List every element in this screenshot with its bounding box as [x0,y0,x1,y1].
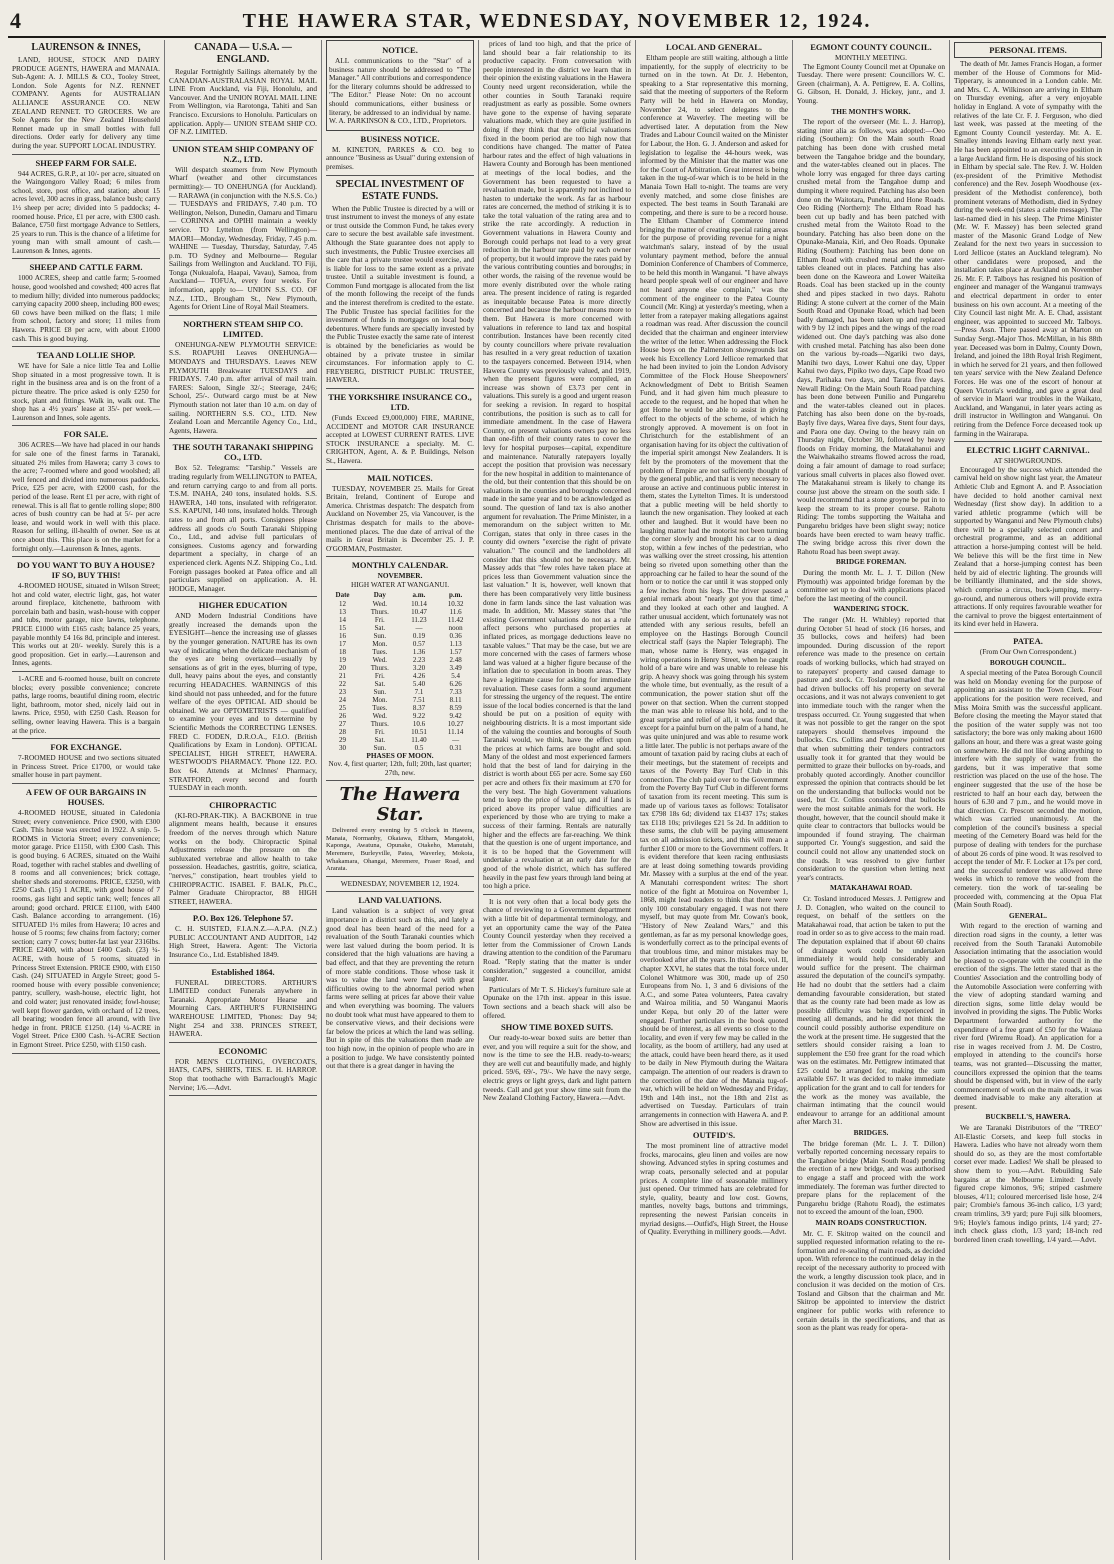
table-row [326,648,474,656]
table-cell: 7.51 [412,695,426,704]
months-work-heading: THE MONTH'S WORK. [831,106,911,116]
electric-carnival-sub: AT SHOWGROUNDS. [993,456,1063,466]
table-row [326,736,474,744]
table-cell: Mon. [372,639,388,648]
table-cell: Tues. [372,647,388,656]
divider [326,556,474,557]
table-cell: 4.26 [412,671,426,680]
ad-heading: TEA AND LOLLIE SHOP. [36,350,136,361]
divider [326,876,474,877]
ad-heading: FOR EXCHANGE. [50,742,122,753]
show-suits-body: Our ready-to-wear boxed suits are better than ever, and you will require a suit for the show, and now is the time to see the H.B. ready-to-wears; they are well cut and beautifully made, and highly priced. 59/6, 69/-, 79/-. We have the navy serge, electric greys or light greys, dark and light pattern tweeds. Call and get your show time suit from the New Zealand Clothing Factory, Hawera.—Advt. [483,1033,631,1103]
table-cell: Sun. [373,631,387,640]
table-cell: Fri. [374,615,385,624]
wandering-stock-heading: WANDERING STOCK. [833,604,909,614]
columns [8,40,1106,1560]
divider [12,1053,160,1054]
table-cell: 1.57 [449,647,462,656]
table-row [326,696,474,704]
ad-body: FOR MEN'S CLOTHING, OVERCOATS, HATS, CAPS, SHIRTS, TIES. E. H. HARROP. Stop that toothache with Barraclough's Magic Nervine; 1/6.—Advt. [169,1056,317,1092]
table-cell: 24 [339,695,347,704]
table-cell: 10.51 [411,727,427,736]
notice-body: ALL communications to the "Star" of a business nature should be addressed to "The Manager." All contributions and correspondence for the literary columns should be addressed to "The Editor." Please Note: On no account should communications, either business or literary, be addressed to an individual by name. W. A. PARKINSON & CO., LTD., Proprietors. [329,56,471,126]
table-cell: 11.40 [411,735,427,744]
brief-item: It is not very often that a local body gets the chance of reviewing to a Government department with a little bit of departmental terminology, and yet an opportunity came the way of the Patea County Council yesterday when they received a letter from the Commissioner of Crown Lands drawing attention to the condition of the Parumaru Road. "Reply stating that the matter is under consideration," suggested a councillor, amidst laughter. [483,896,631,984]
divider [326,469,474,470]
table-cell: 22 [339,679,347,688]
tide-column-header: Day [373,590,386,599]
table-row [326,600,474,608]
divider [483,894,631,895]
table-cell: 7.33 [449,687,462,696]
ad-body: 944 ACRES, G.R.P., at 10/- per acre, situated on the Waingongoro Valley Road; 6 miles from school, store, post office, and station; about 15 acres level, 300 acres in grass, balance bush; carry 1½ sheep per acre; divided into 5 paddocks; 4-roomed house. Price, £1 per acre, with £300 cash. Balance, £750 first mortgage Advance to Settlers, 25 years to run. This is the chance of a lifetime for young man with small amount of cash.—Laurenson & Innes, agents. [12,168,160,255]
table-cell: 9.22 [412,711,426,720]
general-body: With regard to the erection of warning and direction road signs in the county, a letter was received from the South Taranaki Automobile Association intimating that the association would be pleased to co-operate with the council in the erection of the signs. The letter stated that as the Counties' Association and the controlling body of the Automobile Association were conferring with the view of adopting standard warning and direction signs, some little delay would be involved in providing the signs. The Public Works Department forwarded authority for the expenditure of a free grant of £50 for the Waiaua river ford (Wiremu Road). An application for a rise in wages received from J. M. De Costro, employed in attending to the council's horse teams, was not granted—Discussing the matter, councillors expressed the opinion that the teams should be dispensed with, but in view of the early commencement of work on the main roads, it was deemed inadvisable to make any alteration at present. [954,921,1102,1111]
patea-sub: (From Our Own Correspondent.) [979,647,1077,656]
table-row [326,608,474,616]
table-cell: 3.49 [449,663,462,672]
table-cell: 9.42 [449,711,462,720]
divider [169,909,317,910]
tide-column-header: a.m. [412,590,426,599]
divider [12,738,160,739]
months-work-body: The report of the overseer (Mr. L. J. Harrop), stating inter alia as follows, was adopted:—Oeo riding (Southern): On the Main south Road patching has been done with crushed metal between the Tangahoe bridge and the boundary, and the water-tables cleaned out in places. The whole lorry was engaged for three days carting crushed metal from the Tangahoe dump and dumping it where required. Patching has also been done on the Waitotara, Punehu, and Hone Roads. Oeo Riding (Northern): The Eltham Road has been cut up badly and has been patched with crushed metal from the Waitoto Road to the boundary. Patching has also been done on the Opunake-Manaia, Kiri, and Oeo Roads. Opunake Riding (Southern): Patching has been done on Eltham Road with crushed metal and the water-tables cleaned out in places. Patching has also been done on the Kaweora and Lower Waiteika Roads. Coal has been stacked up in the county shed and pipes stacked in two days. Rahotu Riding: A stone culvert at the corner of the Main South Road and Opunake Road, which had been badly damaged, has been taken up and replaced with 9 by 12 inch pipes and the wings of the road widened out. One day's patching was also done with crushed metal. Patching has also been done on the various by-roads—Ngariki two days, Manihi two days, Lower Kahui one day, Upper Kahui two days, Pipiko two days, Cape Road two days, Parihaka two days, and Tarata five days. Newall Riding: On the Main South Road patching has been done between Punilio and Pungarehu and the water-tables cleaned out in places. Patching has also been done on the by-roads, Bayly five days, Warea five days, Stent four days, and Paora one day. Owing to the heavy rain on Thursday night, October 30, followed by heavy floods on Friday morning, the Matakahanui and the Waiwhakaiho streams flowed across the road, doing a fair amount of damage to road surface; various small culverts in places also flowed over. The Matakahanui stream is likely to change its course just above the stream on the south side. I would recommend that a stone groyne be put in to keep the stream to its proper course. Rahotu Riding: The tombs supporting the Waitaha and Pungarehu bridges have been slight sway; notice boards have been erected to warn heavy traffic. The swing bridge across this river down the Rahotu Road has been swept away. [797,117,945,556]
column-3-notices [322,40,479,1560]
calendar-heading: MONTHLY CALENDAR. [351,560,449,571]
ad-body: Box 52. Telegrams: "Tarship." Vessels are trading regularly from WELLINGTON to PATEA, and return carrying cargo to and from all ports. T.S.M. INAHA, 240 tons, insulated holds. S.S. HAWERA, 140 tons, insulated with refrigerator. S.S. KAPUNI, 140 tons, insulated holds. Through rates to and from all ports. Consignees please address all goods c/o South Taranaki Shipping Co., Ltd., and advise full particulars of consignees. Customs agency and forwarding department a specialty, in charge of an experienced clerk. Agents N.Z. Shipping Co., Ltd. Foreign passages booked at Patea office and all particulars supplied on application. A. H. HODGE, Manager. [169,463,317,593]
calendar-month: NOVEMBER. [377,571,423,581]
buckbell-body: We are Taranaki Distributors of the "TREO" All-Elastic Corsets, and keep full stocks in Hawera. Ladies who have not already worn them should do so, as they are the most comfortable corset ever made. Ladies! We shall be pleased to show them to you.—Advt. Rebuilding Sale bargains at the Melbourne Limited: Lovely figured crepe kimonos, 9/6; striped cashmere blouses, 4/11; coloured mercerised lisle hose, 2/4 pair; Crombie's famous 36-inch calico, 1/3 yard; cream trimlins, 3/9 yard; pure Fuji silk bloomers, 9/6; Hoyle's famous indigo prints, 1/4 yard; 27-inch check glass cloth, 1/3 yard; 18-inch red bordered linen crash towelling, 1/4 yard.—Advt. [954,1123,1102,1244]
ad-body: Will despatch steamers from New Plymouth Wharf (weather and other circumstances permitting):— TO ONEHUNGA (for Auckland).— RARAWA (in conjunction with the N.S.S. Co.)— TUESDAYS and FRIDAYS, 7.40 p.m. TO Wellington, Nelson, Dunedin, Oamaru and Timaru— CORINNA and OPIHI maintain a weekly service. TO Lyttelton (from Wellington)— MAORI—Monday, Wednesday, Friday, 7.45 p.m. WAHINE — Tuesday, Thursday, Saturday, 7.45 p.m. TO Sydney and Melbourne— Regular Sailings from Wellington and Auckland. TO Fiji, Tonga (Nukualofa, Haapai, Vavau), Samoa, from Auckland— TOFUA, every four weeks. For information, apply to— UNION S.S. CO. OF N.Z., LTD., Brougham St., New Plymouth, Agents for Orient Line of Royal Mail Steamers. [169,164,317,312]
table-row [326,680,474,688]
table-cell: 23 [339,687,347,696]
table-cell: Fri. [374,671,385,680]
divider [169,1042,317,1043]
divider [169,140,317,141]
table-cell: Sun. [373,687,387,696]
table-cell: Sat. [374,623,386,632]
tide-column-header: Date [335,590,350,599]
divider [12,258,160,259]
table-cell: 13 [339,607,347,616]
business-notice-heading: BUSINESS NOTICE. [360,133,440,144]
table-row [326,624,474,632]
brief-item: Particulars of Mr T. S. Hickey's furniture sale at Opunake on the 17th inst. appear in this issue. Town sections and a beach shack will also be offered. [483,984,631,1020]
table-cell: Thurs. [370,607,389,616]
column-4-editorial [479,40,636,1560]
table-cell: Mon. [372,695,388,704]
tide-heading: HIGH WATER AT WANGANUI. [350,579,450,589]
table-row [326,632,474,640]
ad-heading: NORTHERN STEAM SHIP CO. LIMITED. [183,318,303,339]
table-cell: Thurs. [370,719,389,728]
table-cell: 8.59 [449,703,462,712]
special-investment-body: When the Public Trustee is directed by a will or trust instrument to invest the moneys of any estate or trust outside the Common Fund, he takes every care to secure the best available safe investment. Although the State guarantee does not apply to such investments, the Public Trustee exercises all the care that a private trustee would exercise, and is liable for loss to the same extent as a private trustee. Until a suitable investment is found, a Common Fund mortgage is allocated from the list of the month following the receipt of the funds and the interest therefrom is credited to the estate. The Public Trustee has special facilities for the investment of funds in mortgages on local body debentures. Where funds are specially invested by the Public Trustee exactly the same rate of interest is obtained by the beneficiaries as would be obtained by a private trustee in similar circumstances. For information apply to C. FREYBERG, DISTRICT PUBLIC TRUSTEE, HAWERA. [326,203,474,385]
electric-carnival-heading: ELECTRIC LIGHT CARNIVAL. [966,445,1090,456]
table-row [326,616,474,624]
table-row [326,712,474,720]
table-cell: 5.40 [412,679,426,688]
egmont-subheading: MONTHLY MEETING. [835,53,907,62]
ad-body: 4-ROOMED HOUSE, situated in Wilson Street; hot and cold water, electric light, gas, hot water around fireplace, kitchenette, bathroom with porcelain bath and basin, wash-house with copper and tubs, motor garage, nice lawns, telephone. PRICE £1000 with £165 cash; balance 25 years, payable monthly £4 16s 8d, principle and interest. This works out at 20/- weekly. Surely this is a good proposition. Get in early.—Laurenson and Innes, agents. [12,581,160,668]
page-title: THE HAWERA STAR, WEDNESDAY, NOVEMBER 12, 1924. [242,10,872,32]
ad-heading: SHEEP FARM FOR SALE. [35,157,137,168]
ad-heading: DO YOU WANT TO BUY A HOUSE? IF SO, BUY THIS! [16,560,156,581]
ad-heading: CANADA — U.S.A. — ENGLAND. [194,42,292,65]
divider [326,891,474,892]
table-cell: 27 [339,719,347,728]
table-cell: 11.6 [449,607,462,616]
wandering-stock-body: The ranger (Mr. H. Whibley) reported that during October 51 head of stock (16 horses, and 35 bullocks, cows and heifers) had been impounded. During discussion of the report reference was made to the presence on certain roads of working bullocks, which had strayed on to ratepayers' property and caused damage to pasture and stock. Cr. Tosland remarked that he had driven bullocks off his property on several occasions, and it was not always convenient to get into immediate touch with the ranger when the trespass occurred. Cr. Young suggested that when it was not possible to get the ranger on the spot ratepayers should themselves impound the bullocks. Crs. Collins and Pettigrew pointed out that when submitting their tenders contractors usually took it for granted that they would be permitted to graze their bullocks on by-roads, and probably quoted accordingly. Another councillor expressed the opinion that contracts should be let on the understanding that bullocks would not be used, but Cr. Collins considered that bullocks were the most suitable animals for the work. He thought, however, that the council should make it quite clear to contractors that bullocks would be impounded if found straying. The chairman supported Cr. Young's suggestion, and said the council could not allow any unattended stock on the roads. It was resolved to give further consideration to the question when letting next year's contracts. [797,615,945,882]
table-cell: Tues. [372,703,388,712]
table-cell: 14 [339,615,347,624]
table-cell: 10.6 [412,719,426,728]
divider [12,154,160,155]
table-cell: 20 [339,663,347,672]
table-cell: 6.26 [449,679,462,688]
notice-box [326,40,474,131]
main-roads-body: Mr. C. F. Skitrop waited on the council and supplied requested information relating to the re-formation and re-sealing of main roads, as decided upon. With reference to the continued delay in the receipt of the necessary authority to proceed with the work, a lengthy discussion took place, and in conclusion it was decided on the motion of Crs. Tosland and Gibson that the chairman and Mr. Skitrop be appointed to interview the district engineer for public works with reference to certain details in the specifications, and that as soon as the plant was ready for opera- [797,1228,945,1333]
bridge-foreman-body: During the month Mr. L. J. T. Dillon (New Plymouth) was appointed bridge foreman by the committee set up to deal with applications placed before the last meeting of the council. [797,568,945,603]
table-row [326,688,474,696]
table-cell: 10.27 [447,719,464,728]
table-cell: 7.1 [414,687,424,696]
table-cell: Wed. [372,655,388,664]
yorkshire-body: (Funds Exceed £9,000,000) FIRE, MARINE, ACCIDENT and MOTOR CAR INSURANCE accepted at LOWEST CURRENT RATES. LIVE STOCK INSURANCE a specialty. M. C. CRIGHTON, Agent, A. & P. Buildings, Nelson St., Hawera. [326,413,474,465]
table-cell: 28 [339,727,347,736]
column-6-egmont-council [793,40,950,1560]
ad-heading: SHEEP AND CATTLE FARM. [29,262,143,273]
bridges-body: The bridge foreman (Mr. L. J. T. Dillon) verbally reported concerning necessary repairs to the Tangahoe bridge (Main South Road) pending the erection of a new bridge, and was authorised to engage a staff and proceed with the work immediately. The foreman was further directed to prepare plans for the replacement of the Pungarehu bridge (Rahotu Road), the estimates not to exceed the amount of the loan, £900. [797,1138,945,1217]
table-cell: 30 [339,743,347,752]
ad-heading: THE SOUTH TARANAKI SHIPPING CO., LTD. [172,442,314,463]
table-cell: 16 [339,631,347,640]
ad-heading: FOR SALE. [63,429,109,440]
mail-notices-body: TUESDAY, NOVEMBER 25. Mails for Great Britain, Ireland, Continent of Europe and America. Christmas despatch: The despatch from Auckland on November 25, via Vancouver, is the Christmas despatch for mails to the above-mentioned places. The due date of arrival of the mails in Great Britain is December 25. J. P. O'GORMAN, Postmaster. [326,483,474,553]
borough-council-heading: BOROUGH COUNCIL. [989,657,1067,667]
ad-body: LAND, HOUSE, STOCK AND DAIRY PRODUCE AGENTS, HAWERA and MANAIA. Sub-Agent: A. J. MILLS & CO., Tooley Street, London. Sole Agents for N.Z. RENNET COMPANY. Agents for AUSTRALIAN ALLIANCE ASSURANCE CO. NEW ZEALAND RENNET. TO GROCERS. We are Sole Agents for the New Zealand Household Rennet made up in small bottles with full directions. Order early for delivery any time during the year. SUPPORT LOCAL INDUSTRY. [12,55,160,150]
divider [954,632,1102,633]
land-valuations-heading: LAND VALUATIONS. [358,895,442,906]
table-cell: 5.4 [451,671,461,680]
tide-table [326,590,474,752]
divider [169,438,317,439]
table-cell: 3.20 [412,663,426,672]
table-cell: — [452,735,460,744]
column-2-shipping-ads [165,40,322,1560]
ad-body: ONEHUNGA-NEW PLYMOUTH SERVICE: S.S. ROAPUHI Leaves ONEHUNGA— MONDAYS and THURSDAYS. Leaves NEW PLYMOUTH Breakwater TUESDAYS and FRIDAYS. 7.40 p.m. after arrival of mail train. FARES: Saloon, Single 32/-; Steerage, 24/6; School, 25/-. Outward cargo must be at New Plymouth station not later than 10 a.m. on day of sailing. NORTHERN S.S. CO., LTD. New Zealand Loan and Mercantile Agency Co., Ltd., Agents, Hawera. [169,339,317,435]
ad-heading: UNION STEAM SHIP COMPANY OF N.Z., LTD. [172,143,314,164]
table-cell: 0.5 [414,743,424,752]
electric-carnival-body: Encouraged by the success which attended the carnival held on show night last year, the Amateur Athletic Club and Egmont A. and P. Association have decided to hold another carnival next Wednesday (first show day). In addition to a varied athletic programme (which will be supported by Wanganui and New Plymouth clubs) there will be a specially selected concert and orchestral programme, and as an additional attraction a horse-jumping contest will be held. We believe this will be the first time in New Zealand that a horse-jumping contest has been held by aid of electric lighting. The grounds will be brilliantly illuminated, and the side shows, which comprise a circus, buck-jumping, merry-go-round, and numerous others will provide extra attractions. If only requires favourable weather for the carnival to prove the biggest entertainment of its kind ever held in Hawera. [954,464,1102,629]
table-cell: 0.31 [449,743,462,752]
divider [169,596,317,597]
table-row [326,640,474,648]
divider [169,796,317,797]
column-7-personal-patea [950,40,1106,1560]
table-cell: 1.36 [412,647,426,656]
main-roads-heading: MAIN ROADS CONSTRUCTION. [815,1217,927,1227]
table-cell: 10.47 [411,607,427,616]
delivery-notice: Delivered every evening by 5 o'clock in Hawera, Manaia, Normanby, Okaiawa, Eltham, Mangatoki, Kaponga, Awatuna, Opunake, Otakeho, Manutahi, Meremere, Burleyville, Patea, Waverley, Mokoia, Whakamara, Ohangai, Meremere, Fraser Road, and Ararata. [326,827,474,873]
table-cell: 12 [339,599,347,608]
masthead [8,6,1106,38]
table-cell: 19 [339,655,347,664]
column-1-laurenson-ads [8,40,165,1560]
paper-nameplate: The Hawera Star. [339,784,461,826]
table-cell: 25 [339,703,347,712]
divider [169,963,317,964]
matakahawai-heading: MATAKAHAWAI ROAD. [829,883,913,893]
yorkshire-heading: THE YORKSHIRE INSURANCE CO., LTD. [328,392,472,412]
divider [954,441,1102,442]
ad-body: FUNERAL DIRECTORS. ARTHUR'S LIMITED conduct Funerals anywhere in Taranaki. Appropriate Motor Hearse and Mourning Cars. ARTHUR'S FURNISHING WAREHOUSE LIMITED, 'Phones: Day 94; Night 254 and 338. PRINCES STREET, HAWERA. [169,977,317,1039]
buckbell-heading: BUCKBELL'S, HAWERA. [985,1112,1071,1122]
local-general-body: Eltham people are still waiting, although a little impatiently, for the supply of electricity to be turned on in the town. At Dr. J. Hebenton, speaking to a Star representative this morning, said that the meeting of supporters of the Reform Party will be held in Hawera on Monday, November 24, to select delegates to the conference at Waverley. The meeting will be advertised later. A deputation from the New Trades and Labour Council waited on the Minister for Labour, the Hon. G. J. Anderson and asked for legislation to legalise the 44-hours week, was informed by the Minister that the matter was one for the Court of Arbitration. Great interest is being taken in the tug-of-war which is to be held in the Manaia Town Hall to-night. The teams are very evenly matched, and some close finishes are expected. The best teams in South Taranaki are competing, and there is sure to be a record house. The Eltham Chamber of Commerce intend bringing the matter of creating special rating areas for the purpose of providing revenue for a night watchman's salary, instead of by the usual voluntary payment method, before the annual Dominion Conference of Chambers of Commerce, to be held this month in Wanganui. "I have always heard people speak well of our engineer and have not heard anyone else complain," was the comment of the engineer to the Patea County Council (Mr. King) at yesterday's meeting, when a letter from a ratepayer making allegations against a roadman was read. After discussion the council decided that the chairman and engineer interview the writer of the letter. When addressing the Flock House boys on the Palmerston showgrounds last week his Excellency Lord Jellicoe remarked that he had been invited to join the London Advisory Committee of the Flock House Sheepowners' Acknowledgment of Debt to British Seamen Fund, and it had given him much pleasure to accede to the request, and he hoped that when he got Home he would be able to assist in giving effect to the objects of the scheme, of which he strongly approved. A movement is on foot in Christchurch for the establishment of an organisation having for its object the cultivation of the imperial spirit amongst New Zealanders. It is felt by the promoters of the movement that the problem of Empire are not sufficiently thought of by the general public, and that is very necessary to arouse an active and continuous public interest in them, states the Lyttelton Times. It is understood that a public meeting will be held shortly to launch the new organisation. They looked at each other and laughed. But it would have been no laughing matter had the motorist not been turning the corner slowly and brought his car to a dead stop, within a few inches of the pedestrian, who was walking over the street crossing, his attention being so riveted upon something other than the approaching car he failed to hear the sound of the horn or to notice the car until it was stopped only a few inches from his legs. The driver passed a genial remark about "nearly got you that time," and they looked at each other and laughed. A rather unusual accident, which fortunately was not attended with any serious results, befell an employee on the Hastings Borough Council electrical staff (says the Napier Telegraph). The man, whose name is Henry, was engaged in wiring operations in Henry Street, when he caught hold of a bare wire and was unable to release his grip. A heavy shock was going through his system the whole time, but eventually, as the result of a communication, the power station shut off the power on that section. When the current stopped the man was able to release his hold, and to the great surprise and relief of all, it was found that, except for a painful burn on the palm of a hand, he was quite uninjured and was able to resume work a little later. The public is not perhaps aware of the amount of taxation paid by racing clubs at each of their meetings, but the statement of receipts and taxes of the Poverty Bay Turf Club in this connection. The club paid over to the Government from the Poverty Bay Turf Club in different forms of taxation from its recent meeting. This sum is made up of various taxes as follows: Totalisator tax £798 18s 6d; dividend tax £1437 17s; stakes tax £118 10s; privileges £21 5s 2d. In addition to these sums, the club will be paying amusement tax on all admission tickets, and this will mean a further £100 or more to the Government coffers. It is evident therefore that keen racing enthusiasts are at least doing something towards providing Mr. Massey with a surplus at the end of the year. A Manutahi correspondent writes: The short notice of the fight at Motuiroa on November 1, 1868, might lead readers to think that there were only 100 constabulary engaged. I was not there myself, but may quote from Mr. Cowan's book, "History of New Zealand Wars," and this gentleman, as far as my personal knowledge goes, is wonderfully correct as to the principal events of that troublous time, and minor mistakes may be overlooked after all the years. In this book, vol. II, chapter XXVI, he states that the total force under Colonel Whitmore was 300, made up of 250 Europeans from No. 1, 3 and 6 divisions of the A.C., and some Patea volunteers, Patea cavalry and Wairoa militia, and 50 Wanganui Maoris under Kepa, but only 20 of the latter were engaged. Further particulars in the book quoted should be of interest, as all events so close to the locality, and even if very few may be called in the locality, as the boom of artillery, had any used at the attack, could have been heard there, as it used to be daily in New Plymouth during the Waitara campaign. The attention of our readers is drawn to the correction of the date of the Manaia tug-of-war, which will be held on Wednesday and Friday, 19th and 14th inst., not the 18th and 21st as advertised on Tuesday. Particulars of train arrangements in connection with Hawera A. and P. Show are advertised in this issue. [640,53,789,1128]
land-valuations-body: Land valuation is a subject of very great importance in a district such as this, and lately a good deal has been heard of the need for a revaluation of the South Taranaki counties which were last valued during the boom period. It is considered that the high valuations are having a bad effect, and that they are preventing the return of more stable conditions. Those whose task it was to value the land were faced with great difficulties owing to the abnormal period when farms were selling at prices far above their value and when everything was booming. The valuers no doubt took what must have appeared to them to be conservative views, and their decisions were far below the prices at which the land was selling. But in spite of this the valuations then made are too high now, in the opinion of people who are in a position to judge. We have consistently pointed out that there is a great danger in having the [326,906,474,1071]
local-general-heading: LOCAL AND GENERAL. [665,42,763,52]
table-cell: 2.48 [449,655,462,664]
table-cell: Sat. [374,735,386,744]
ad-body: (KI-RO-PRAK-TIK). A BACKBONE in true alignment means health, because it ensures freedom of the nerves through which Nature works on the body. Chiropractic Spinal Adjustments release the pressure on the subluxated vertebrae and allow health to take possession. Headaches, gastritis, goitre, sciatica, "nerves," constipation, heart troubles yield to CHIROPRACTIC. ISABEL F. BALK, Ph.C., Palmer Graduate Chiropractor, 88 HIGH STREET, HAWERA. [169,810,317,906]
bridge-foreman-heading: BRIDGE FOREMAN. [835,557,907,567]
special-investment-heading: SPECIAL INVESTMENT OF ESTATE FUNDS. [335,178,465,202]
outfids-body: The most prominent line of attractive model frocks, marocains, gleu linen and voiles are now showing. Advanced styles in spring costumes and wrap coats, personally selected and at popular prices. A complete line of seasonable millinery just opened. Our trimmed hats are celebrated for style, quality, beauty and low cost. Gowns, mantles, novelty bags, buttons and trimmings, representing the newest Parisian conceits in myriad designs.—Outfid's, High Street, the House of Quality. Everything in millinery goods.—Advt. [640,1141,788,1237]
ad-heading: A FEW OF OUR BARGAINS IN HOUSES. [25,786,147,807]
page-number: 4 [10,8,21,33]
business-notice-body: M. KINETON, PARKES & CO. beg to announce "Business as Usual" during extension of premises. [326,144,474,171]
table-row [326,728,474,736]
table-cell: 0.36 [449,631,462,640]
divider [326,780,474,781]
bridges-heading: BRIDGES. [853,1128,889,1138]
patea-heading: PATEA. [1013,636,1043,646]
egmont-heading: EGMONT COUNTY COUNCIL. [810,42,932,52]
table-cell: 11.42 [447,615,464,624]
column-5-local-general [636,40,793,1560]
ad-heading: HIGHER EDUCATION [198,600,288,611]
table-cell: 1.13 [449,639,462,648]
table-cell: 15 [339,623,347,632]
table-row [326,672,474,680]
divider [326,388,474,389]
divider [12,346,160,347]
mail-notices-heading: MAIL NOTICES. [367,472,433,483]
table-cell: Sat. [374,679,386,688]
table-cell: 11.23 [411,615,427,624]
ad-heading: Established 1864. [211,966,275,977]
divider [169,1095,317,1096]
table-cell: Wed. [372,711,388,720]
personal-items-body: The death of Mr. James Francis Hogan, a former member of the House of Commons for Mid-Tipperary, is announced in a London cable. Mr. and Mrs. C. A. Wilkinson are arriving in Eltham on Thursday evening, after a very enjoyable holiday in England. A vote of sympathy with the relatives of the late Cr. F. J. Ferguson, who died last week, was passed at the meeting of the Egmont County Council yesterday. Mr. A. E. Smalley intends leaving Eltham early next year. He has been appointed to an executive position in a large Auckland firm. He is disposing of his stock in Eltham by special sale. The Rev. J. W. Holden (ex-president of the Primitive Methodist conference) and the Rev. Joseph Woodhouse (ex-president of the Methodist conference), both prominent veterans of Methodism, died in Sydney during the week-end (states a cable message). The last-named died in his sleep. The Prime Minister (Mr. W. F. Massey) has been selected grand master of the Masonic Grand Lodge of New Zealand for the next two years in succession to Lord Jellicoe (states an Auckland telegram). No other candidates were proposed, and the installation takes place at Auckland on November 26. Mr. F. P. Talboys has resigned his position of engineer and manager of the Wanganui tramways and electrical department in order to enter business on his own account. At a meeting of the City Council last night Mr. A. E. Chad, assistant engineer, was appointed to succeed Mr. Talboys.—Press Assn. There passed away at Marton on Sunday Sergt.-Major Thos. McMillan, in his 88th year. Deceased was born in Dalmy, County Down, Ireland, and joined the 18th Royal Irish Regiment, in which he served for 21 years, and then followed ten years' service with the New Zealand Defence Forces. He was one of the escort of honour at Queen Victoria's wedding, and gave a great deal of service in Maori war troubles in the Waikato, Auckland, and Wanganui, in later years acting as drill instructor in Wellington and Wanganui. On retiring from the Defence Force deceased took up farming in the Wairarapa. [954,59,1102,438]
table-cell: 18 [339,647,347,656]
outfids-heading: OUTFID'S. [692,1130,736,1141]
table-cell: 10.14 [411,599,427,608]
ad-body: 4-ROOMED HOUSE, situated in Caledonia Street; every convenience. Price £900, with £300 Cash. This house was erected in 1922. A snip. 5-ROOMS in Victoria Street; every convenience; motor garage. Price £1150, with £300 Cash. This is good buying. 6 ACRES, situated on the Waihi Road, together with rachel stables and dwelling of 8 rooms and all conveniences; brick cottage, shelter sheds and storerooms. PRICE, £3250, with £250 Cash. (15) 1 ACRE, with good house of 7 rooms, gas light and septic tank; well; fences all around; good orchard. PRICE £1100, with £400 Cash. Balance according to arrangement. (16) SITUATED 1½ miles from Hawera; 10 acres and house of 5 rooms; few chains from factory; corner section; carry 7 cows; butter-fat last year 2316lbs. PRICE £2400, with about £400 Cash. (23) ¼-ACRE, with house of 5 rooms, situated in Princess Street Extension. PRICE £900, with £150 Cash. (24) SITUATED in Argyle Street; good 5-roomed house with every possible convenience; pantry, scullery, wash-house, electric light, hot and cold water; just renovated inside; fowl-house; well kept flower garden, with orchard of 12 trees, all bearing; wooden fence all around, with live hedge in front. PRICE £1250. (14) ¼-ACRE in Vogel Street. Price £300 Cash. ¼-ACRE Section in Egmont Street. Price £250, with £150 cash. [12,807,160,1049]
divider [326,175,474,176]
personal-items-heading: PERSONAL ITEMS. [954,42,1102,58]
borough-council-body: A special meeting of the Patea Borough Council was held on Monday evening for the purpose of appointing an assistant to the Town Clerk. Four applications for the position were received, and Miss Moira Smith was the successful applicant. Before closing the meeting the Mayor stated that the position of the water supply was not too satisfactory; the bore was only making about 1600 gallons an hour, and there was a great waste going on somewhere. He did not like doing anything to interfere with the supply of water from the gardens, but it was imperative that some restriction was placed on the use of the hose. The engineer suggested that the use of the hose be restricted to half an hour each day, between the hours of 6.30 and 7 p.m., and he would move in that direction. Cr. Prescott seconded the motion, which was carried unanimously. At the completion of the council's business a special meeting of the Cemetery Board was held for the purpose of dealing with tenders for the purchase of about 26 cords of pine wood. It was resolved to accept the tender of Mr. F. Locker at 17s per cord, and the successful tenderer was allowed three weeks in which to remove the wood from the cemetery. tion the work of tar-sealing be proceeded with, commencing at the Opua Flat (Main South Road). [954,668,1102,910]
table-cell: 2.23 [412,655,426,664]
general-heading: GENERAL. [1009,910,1047,920]
ad-body: 1-ACRE and 6-roomed house, built on concrete blocks; every possible convenience; concrete paths, large rooms, beautiful dining room, electric light, bathroom, motor shed, nicely laid out in lawns. Price, £950, with £250 Cash. Reason for selling, owner leaving Hawera. This is a bargain at the price. [12,674,160,735]
table-row [326,704,474,712]
table-cell: 8.37 [412,703,426,712]
moon-heading: PHASES OF MOON. [366,750,434,760]
table-cell: 0.19 [412,631,426,640]
table-cell: 0.57 [412,639,426,648]
tide-column-header: p.m. [449,590,463,599]
table-cell: 26 [339,711,347,720]
table-cell: Sun. [373,743,387,752]
ad-body: C. H. SUISTED, F.I.A.N.Z.—A.P.A. (N.Z.) PUBLIC ACCOUNTANT AND AUDITOR, 142 High Street, Hawera. Agent: The Victoria Insurance Co., Ltd. Established 1849. [169,924,317,960]
table-row [326,664,474,672]
table-cell: 21 [339,671,347,680]
ad-body: AND Modern Industrial Conditions have greatly increased the demands upon the EYESIGHT—hence the increasing use of glasses by the younger generation. NATURE has its own way of indicating when the delicate mechanism of the eyes are being overtaxed—usually by sensations as of grit in the eyes, blurring of type, dull, heavy pains about the eyes, and constantly recurring HEADACHES. WARNINGS of this kind should not pass unheeded, and for the future welfare of the eyes OPTICAL AID should be obtained. We are OPTOMETRISTS — qualified to examine your eyes and to determine by Scientific Methods the CORRECTING LENSES. FRED C. FODEN, D.R.O.A., F.I.O. (British Qualifications by Exam in London). OPTICAL SPECIALIST, HIGH STREET, HAWERA. WESTWOOD'S PHARMACY. 'Phone 122. P.O. Box 64. Attends at McInnes' Pharmacy, STRATFORD, every second and fourth TUESDAY in each month. [169,611,317,793]
table-row [326,656,474,664]
ad-heading: ECONOMIC [218,1045,268,1056]
table-cell: 8.11 [449,695,462,704]
moon-body: Nov. 4, first quarter; 12th, full; 20th, last quarter; 27th, new. [328,759,472,777]
egmont-intro: The Egmont County Council met at Opunake on Tuesday. There were present: Councillors W. C. Green (chairman), A. A. Pettigrew, E. A. Collins, G. Gibson, H. Donald, J. Hickey, junr., and J. Young. [797,61,945,105]
divider [169,315,317,316]
divider [12,671,160,672]
editorial-continued: prices of land too high, and that the price of land should bear a fair relationship to its productive capacity. From conversation with people interested in the district we learn that in their opinion the existing valuations in the Hawera County need urgent reconsideration, while the other counties in South Taranaki require readjustment as early as possible. Some owners have gone to the expense of having separate valuations made, which they are quite justified in doing if they think that the official valuations fixed in the boom period are too high now that conditions have changed. The matter of Patea harbour rates and the effect of high valuations in Hawera County and Borough has been mentioned at meetings of the local bodies, and the Government has been requested to have a revaluation made, but is apparently not inclined to hasten to undertake the work. As far as harbour rates are concerned, the method of striking it is to take the total valuation of the rating area and to strike the rate accordingly. A reduction in Government valuations in Hawera County and Borough could perhaps not lead to a very great reduction in the harbour rate paid by each owner of property, but it would improve the rates paid by the various contributing counties and boroughs; in other words, the raising of the revenue would be more evenly distributed over the whole rating area. The present incidence of rating is regarded as inequitable because Patea is more directly concerned and because the harbour means more to them. But Hawera is more concerned with valuations in reference to land tax and hospital contribution. Instances have been recently cited by county councillors where private revaluation has resulted in a very great reduction of taxation to the taxpayers concerned. Between 1914, when Hawera County was previously valued, and 1919, when the present figures were compiled, an increase was shown of £3.73 per cent in valuations. This surely is a good and urgent reason for seeking a revision. In regard to hospital contributions, the position is such as to call for immediate amendment. In the case of Hawera County, on present valuations owners pay no less than one-fifth of their county rates to cover the levy for hospital purposes—capital, expenditure and maintenance. Naturally ratepayers loyally accept the position that provision was necessary for the new hospital in addition to maintenance of the old, but their contention that this should be on valuations in the counties and boroughs concerned made in the same year and to be acknowledged as sound. The question of land tax is also another argument for revaluation. The Prime Minister, in a memorandum on the subject written to Mr. Corrigan, states that only in three cases in the county did owners "exercise the right of private valuation." The council and the landholders all consider that this should not be necessary. Mr. Massey adds that "few roles have taken place at prices less than Government valuation since the last valuation." It is, however, well known that there has been comparatively very little business done in farm lands since the last valuation was made. In addition, Mr. Massey states that "the existing Government valuations do not as a rule affect persons who purchased properties at inflated prices, as mortgage deductions leave no taxable values." That may be the case, but we are more concerned with the cases of farmers whose land was valued at a higher figure because of the inflation due to speculation in boom areas. They have a legitimate cause for asking for immediate revaluation. These cases form a sound argument for stressing the urgency of the request. The entire issue of the local bodies concerned is that the land should be put on a position of equity with neighbouring districts. It is a most important side of the valuing the counties and boroughs of South Taranaki would, we think, have the effect upon the prices at which farms are bought and sold. Many of the oldest and most experienced farmers hold that the best of land for dairying in the district is worth about £65 per acre. Some say £60 per acre and others fix their maximum at £70 for the very best. The high Government valuations tend to keep the price of land up, and if land is priced above its proper value difficulties are experienced by those who are trying to make a success of their farming. Rentals are naturally higher and the effects are far-reaching. We think that the question is one of urgent importance, and it is to be hoped that the Government will undertake a revaluation at an early date for the good of the whole district, which has suffered heavily in the past few years through land being at too high a price. [483,40,631,891]
table-cell: Thurs. [370,663,389,672]
divider [12,556,160,557]
matakahawai-body: Cr. Tosland introduced Messrs. J. Pettigrew and J. D. Conaglen, who waited on the council to request, on behalf of the settlers on the Matakahawai road, that action be taken to put the road in order so as to give access to the main road. The deputation explained that if about 60 chains of drainage work could be undertaken immediately it would help considerably and would suffice for the present. The chairman assured the deputation of the council's sympathy. He had no doubt that the settlers had a claim demanding favourable consideration, but stated that as the county rate had been made as low as possible difficulty was being experienced in meeting all demands, and he did not think the council could possibly authorise expenditure on the work at the present time. He suggested that the settlers should consider raising a loan to supplement the £50 free grant for the road which was on the estimates. Mr. Pettigrew intimated that £25 could be arranged for, making the sum available £67. It was decided to make immediate application for the grant and to call for tenders for the work as the money was available, the chairman intimating that the council would endeavour to arrange for an additional amount after March 31. [797,894,945,1127]
ad-body: Regular Fortnightly Sailings alternately by the CANADIAN-AUSTRALASIAN ROYAL MAIL LINE From Auckland, via Fiji, Honolulu, and Vancouver. And the UNION ROYAL MAIL LINE From Wellington, via Rarotonga, Tahiti and San Francisco. Excursions to Honolulu. Particulars on application. Apply— UNION STEAM SHIP CO. OF N.Z. LIMITED. [169,67,317,137]
table-cell: Wed. [372,599,388,608]
table-cell: 29 [339,735,347,744]
table-cell: — [415,623,423,632]
ad-body: 7-ROOMED HOUSE and two sections situated in Princess Street. Price £1700, or would take smaller house in part payment. [12,753,160,780]
ad-body: 306 ACRES—We have had placed in our hands for sale one of the finest farms in Taranaki, situated 2½ miles from Hawera; carry 3 cows to the acre; 7-roomed where and good woolshed; all well fenced and divided into numerous paddocks. Price, £25 per acre, with £2000 cash, for the period of the lease. Rent £1 per acre, with right of renewal. This is all flat to gentle rolling slope; 800 acres of bush country can be had at 5/- per acre lease, and would work in well with this place. Reason for selling, ill-health of owner. See us at once about this. This place is on the market for a fortnight only.—Laurenson & Innes, agents. [12,440,160,553]
ad-body: WE have for Sale a nice little Tea and Lollie Shop situated in a most progressive town. It is right in the business area and is on the front of a picture theatre. The price asked is only £250 for stock, plant and fittings. Walk in, walk out. The shop has a 4½ years' lease at 35/- per week.—Laurenson and Innes, sole agents. [12,361,160,422]
table-cell: Fri. [374,727,385,736]
table-row [326,720,474,728]
ad-heading: LAURENSON & INNES, [31,42,141,53]
ad-heading: CHIROPRACTIC [209,799,277,810]
table-cell: noon [448,623,463,632]
show-suits-heading: SHOW TIME BOXED SUITS. [500,1022,614,1033]
table-cell: 11.14 [447,727,464,736]
ad-heading: P.O. Box 126. Telephone 57. [192,913,294,924]
table-cell: 10.32 [447,599,464,608]
divider [12,425,160,426]
dateline: WEDNESDAY, NOVEMBER 12, 1924. [340,878,460,888]
divider [12,783,160,784]
ad-body: 1000 ACRES, sheep and cattle farm; 5-roomed house, good woolshed and cowshed; 400 acres flat to medium hilly; divided into numerous paddocks; carrying capacity 2000 sheep, including 800 ewes; 60 cows have been milked on the flats; 1 mile from school, factory and store; 11 miles from Hawera. PRICE £8 per acre, with about £1000 cash. This is good buying. [12,273,160,343]
notice-heading: NOTICE. [382,45,418,55]
table-cell: 17 [339,639,347,648]
